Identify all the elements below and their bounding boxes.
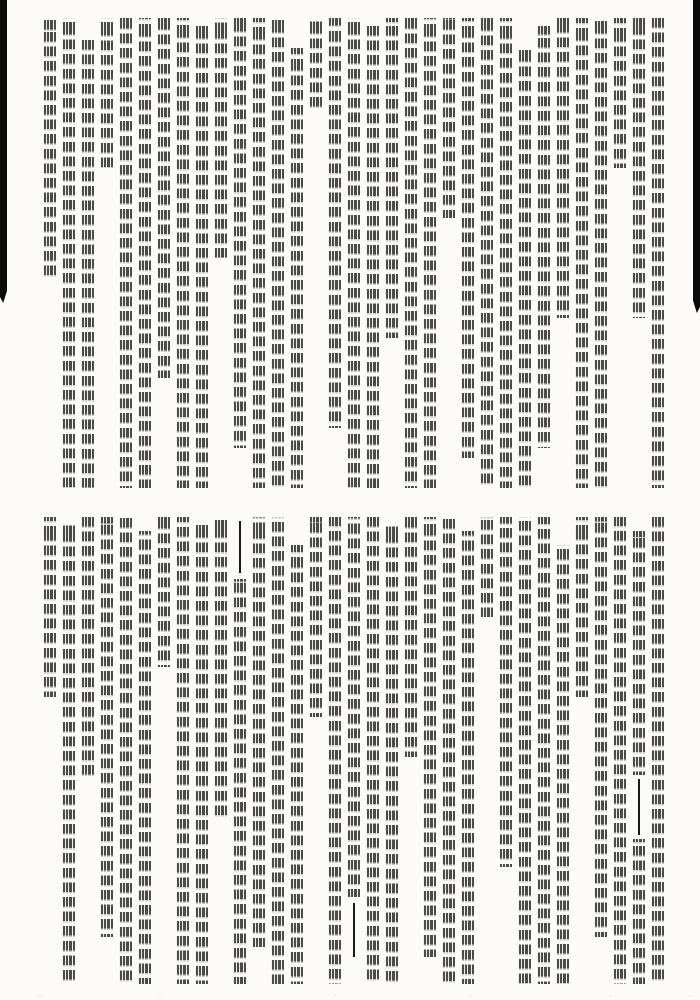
redacted-text-run [613,517,626,984]
redacted-text-run [119,517,132,984]
redacted-text-run [518,517,531,984]
text-column [632,18,645,488]
text-column [651,18,664,488]
text-column [556,517,569,984]
redacted-text-run [100,517,113,937]
redacted-text-run [651,18,664,488]
redacted-text-run [556,545,569,984]
redacted-text-run [100,18,113,168]
text-column [195,18,208,488]
redacted-text-run [442,517,455,984]
text-column [556,18,569,488]
text-column [309,18,322,488]
redacted-text-run [328,18,341,428]
redacted-text-run [195,26,208,488]
text-column [138,517,151,984]
text-column [651,517,664,984]
redacted-text-run [62,18,75,488]
text-column [43,517,56,984]
redacted-text-run [43,517,56,697]
text-column [100,517,113,984]
redacted-text-run [138,18,151,488]
redacted-text-run [461,18,474,458]
redacted-text-run [499,517,512,867]
text-column [461,517,474,984]
redacted-text-run [613,18,626,168]
text-column [81,18,94,488]
text-column [252,18,265,488]
text-column [119,517,132,984]
redacted-text-run [138,531,151,984]
redacted-text-run [290,545,303,984]
redacted-text-run [594,18,607,488]
redacted-text-run [271,18,284,488]
text-column [480,18,493,488]
text-column [404,517,417,984]
text-column [233,517,246,984]
text-column [613,18,626,488]
redacted-text-run [252,517,265,947]
redacted-text-run [404,517,417,757]
text-column [62,18,75,488]
text-column [290,18,303,488]
text-column [347,517,360,984]
text-column [309,517,322,984]
text-column [347,18,360,488]
text-column [613,517,626,984]
text-column [214,517,227,984]
redacted-text-run [271,517,284,984]
redacted-text-run [632,18,645,318]
redacted-text-run [366,26,379,488]
redacted-text-run [518,48,531,488]
text-column [518,517,531,984]
text-column [575,18,588,488]
scan-noise-strip [0,992,700,1000]
text-column [176,18,189,488]
redacted-text-run [651,517,664,984]
redacted-text-run [309,18,322,108]
redacted-text-run [176,18,189,488]
text-column [442,517,455,984]
redacted-text-run [423,18,436,488]
redacted-text-run [632,839,645,984]
redacted-text-run [480,517,493,617]
redacted-text-run [537,517,550,984]
text-column [423,517,436,984]
redacted-text-run [195,525,208,984]
scan-edge-bar-right [693,0,700,313]
redacted-text-run [499,18,512,488]
redacted-text-run [119,18,132,488]
text-column [499,517,512,984]
redacted-text-run [423,517,436,957]
redacted-text-run [347,517,360,897]
text-column [442,18,455,488]
redacted-text-run [556,18,569,318]
redacted-text-run [575,18,588,488]
text-column [404,18,417,488]
text-column [499,18,512,488]
text-column [537,18,550,488]
redacted-text-run [442,18,455,218]
redacted-text-run [385,525,398,984]
text-column [423,18,436,488]
text-column [195,517,208,984]
text-column [575,517,588,984]
redacted-text-run [632,531,645,775]
text-column [252,517,265,984]
redacted-text-run [480,18,493,488]
text-column [594,18,607,488]
top-text-block [37,18,664,488]
redacted-text-run [461,531,474,984]
text-column [366,517,379,984]
text-column [271,18,284,488]
long-dash-stroke [353,903,355,957]
text-column [518,18,531,488]
redacted-text-run [347,18,360,488]
bottom-text-block [37,517,664,984]
text-column [119,18,132,488]
text-column [328,18,341,488]
redacted-text-run [290,48,303,488]
text-column [290,517,303,984]
redacted-text-run [385,18,398,338]
redacted-text-run [157,517,170,667]
redacted-text-run [252,18,265,488]
redacted-text-run [81,40,94,488]
redacted-text-run [176,517,189,984]
text-column [461,18,474,488]
text-column [100,18,113,488]
text-column [537,517,550,984]
text-column [385,517,398,984]
text-column [43,18,56,488]
text-column [385,18,398,488]
long-dash-stroke [638,779,640,835]
text-column [176,517,189,984]
text-column [632,517,645,984]
redacted-text-run [157,18,170,378]
long-dash-stroke [239,521,241,573]
text-column [157,18,170,488]
redacted-text-run [575,517,588,697]
redacted-text-run [328,517,341,984]
redacted-text-run [537,26,550,448]
redacted-text-run [404,18,417,488]
redacted-text-run [233,579,246,984]
text-column [366,18,379,488]
text-column [62,517,75,984]
text-column [233,18,246,488]
redacted-text-run [309,517,322,717]
text-column [157,517,170,984]
text-column [81,517,94,984]
text-column [138,18,151,488]
redacted-text-run [81,517,94,777]
text-column [594,517,607,984]
scan-edge-bar-left [0,0,7,303]
redacted-text-run [43,18,56,278]
redacted-text-run [62,525,75,984]
text-column [271,517,284,984]
text-column [480,517,493,984]
redacted-text-run [214,517,227,817]
redacted-text-run [594,517,607,937]
redacted-text-run [233,18,246,448]
text-column [214,18,227,488]
redacted-text-run [214,18,227,258]
redacted-text-run [366,517,379,984]
text-column [328,517,341,984]
